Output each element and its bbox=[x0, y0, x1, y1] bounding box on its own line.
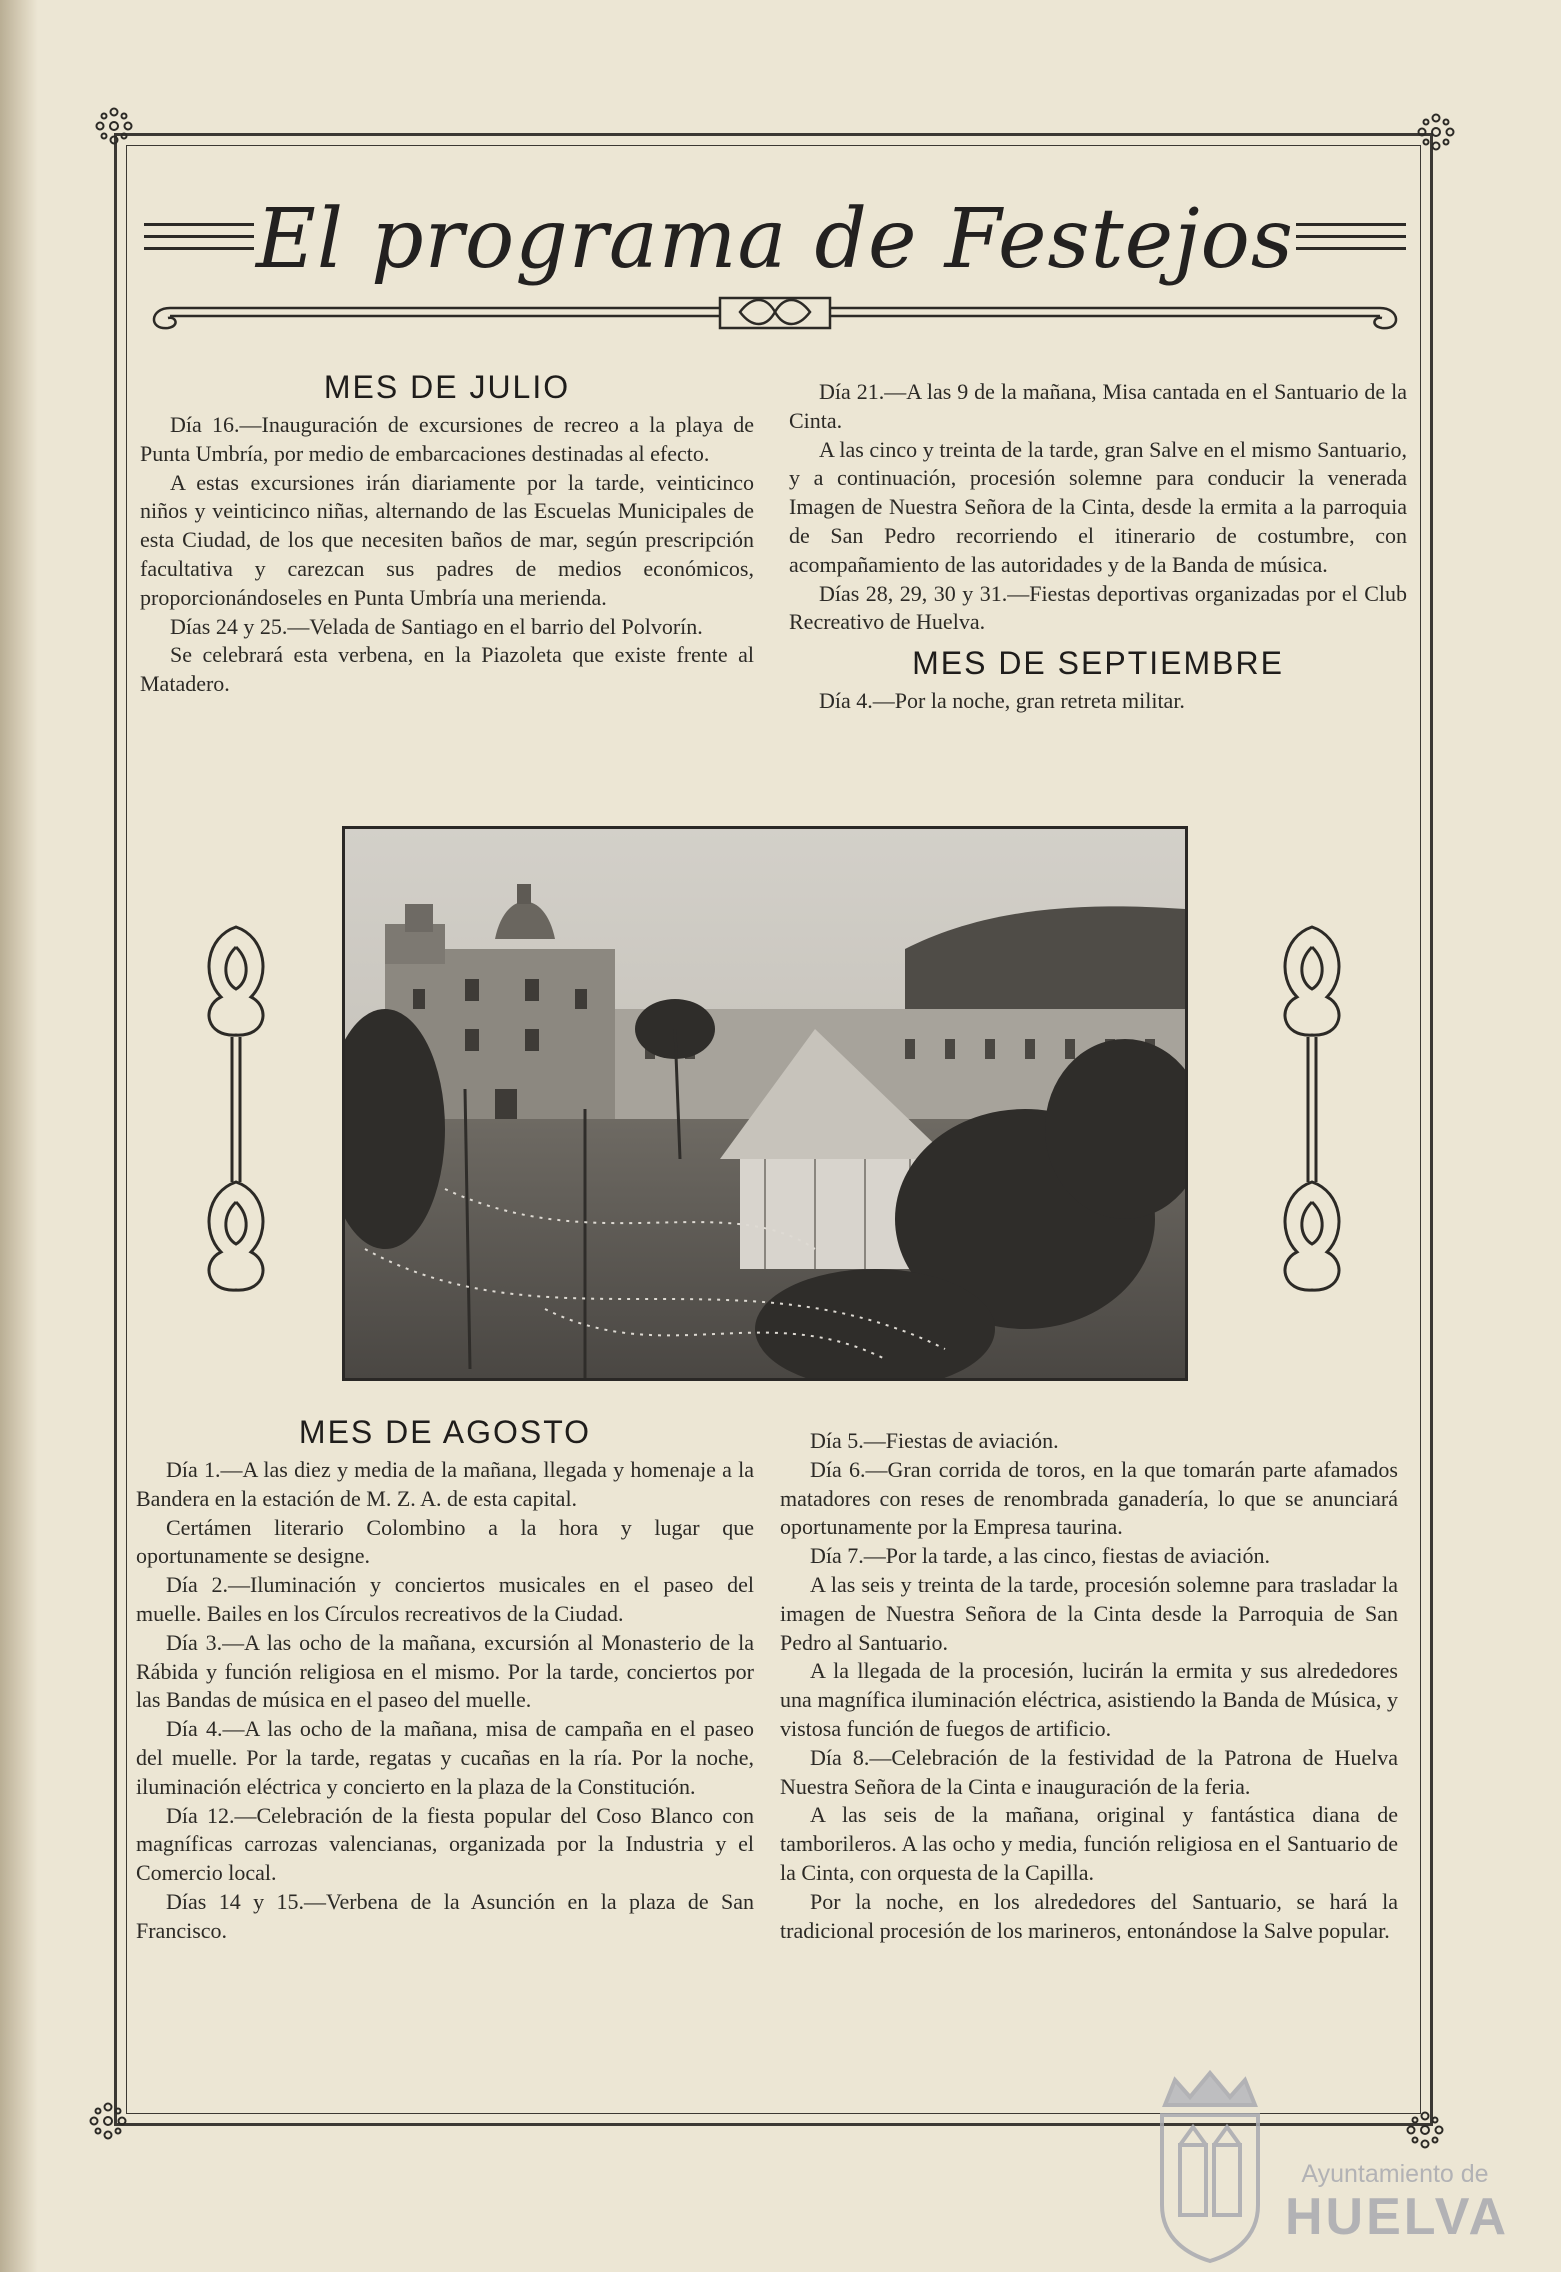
watermark-line-2: HUELVA bbox=[1285, 2188, 1510, 2246]
paragraph: Días 28, 29, 30 y 31.—Fiestas deportivas organizadas por el Club Recreativo de Huelva. bbox=[789, 580, 1407, 635]
corner-ornament-icon bbox=[85, 2098, 131, 2144]
section-heading-agosto: MES DE AGOSTO bbox=[298, 1414, 592, 1450]
paragraph: Día 1.—A las diez y media de la mañana, llegada y homenaje a la Bandera en la estación de M. Z. A. de esta capital. bbox=[136, 1457, 754, 1511]
title-rule-right bbox=[1296, 223, 1406, 253]
section-heading-septiembre: MES DE SEPTIEMBRE bbox=[912, 645, 1284, 682]
paragraph: A la llegada de la procesión, lucirán la ermita y sus alrededores una magnífica iluminación eléctrica, asistiendo la Banda de Música, y vistosa función de fuegos de artificio. bbox=[780, 1658, 1398, 1741]
paragraph: Día 21.—A las 9 de la mañana, Misa cantada en el Santuario de la Cinta. bbox=[789, 379, 1407, 433]
paragraph: Días 14 y 15.—Verbena de la Asunción en la plaza de San Francisco. bbox=[136, 1888, 754, 1943]
paragraph: Día 5.—Fiestas de aviación. bbox=[810, 1428, 1059, 1453]
plaza-photograph bbox=[342, 826, 1188, 1381]
acanthus-ornament-icon bbox=[186, 917, 286, 1302]
paragraph: A las cinco y treinta de la tarde, gran Salve en el mismo Santuario, y a continuación, procesión solemne para conducir la venerada Imagen de Nuestra Señora de la Cinta, desde la ermita a la parroquia de San Pedro recorriendo el itinerario de costumbre, con acompañamiento de las autoridades y de la Banda de música. bbox=[789, 436, 1407, 577]
paragraph: Día 3.—A las ocho de la mañana, excursión al Monasterio de la Rábida y función religiosa en el mismo. Por la tarde, conciertos por las Bandas de música en el paseo del muelle. bbox=[136, 1629, 754, 1713]
title-block bbox=[140, 185, 1410, 300]
corner-ornament-icon bbox=[91, 103, 137, 149]
paragraph: Por la noche, en los alrededores del Santuario, se hará la tradicional procesión de los marineros, entonándose la Salve popular. bbox=[780, 1888, 1398, 1943]
paragraph: Día 4.—Por la noche, gran retreta militar. bbox=[819, 688, 1185, 714]
paragraph: A las seis y treinta de la tarde, procesión solemne para trasladar la imagen de Nuestra Señora de la Cinta desde la Parroquia de San Pedro al Santuario. bbox=[780, 1571, 1398, 1655]
paragraph: Día 2.—Iluminación y conciertos musicales en el paseo del muelle. Bailes en los Círculos recreativos de la Ciudad. bbox=[136, 1572, 754, 1626]
watermark-line-1: Ayuntamiento de bbox=[1301, 2160, 1489, 2188]
paragraph: Día 12.—Celebración de la fiesta popular del Coso Blanco con magníficas carrozas valencianas, organizada por la Industria y el Comercio local. bbox=[136, 1802, 754, 1886]
paragraph: Se celebrará esta verbena, en la Piazoleta que existe frente al Matadero. bbox=[140, 642, 754, 697]
corner-ornament-icon bbox=[1413, 109, 1459, 155]
agosto-column bbox=[136, 1412, 754, 1946]
paragraph: A estas excursiones irán diariamente por la tarde, veinticinco niños y veinticinco niñas, alternando de las Escuelas Municipales de esta Ciudad, de los que necesiten baños de mar, según prescripción facultativa y carezcan sus padres de medios económicos, proporcionándoseles en Punta Umbría una merienda. bbox=[140, 469, 754, 610]
flourish-icon bbox=[140, 290, 1410, 340]
paragraph: Día 8.—Celebración de la festividad de la Patrona de Huelva Nuestra Señora de la Cinta e inauguración de la feria. bbox=[780, 1744, 1398, 1799]
watermark bbox=[1130, 2065, 1510, 2265]
agosto-cont-column bbox=[780, 1427, 1398, 1945]
acanthus-ornament-icon bbox=[1262, 917, 1362, 1302]
paragraph: Día 4.—A las ocho de la mañana, misa de campaña en el paseo del muelle. Por la tarde, regatas y cucañas en la ría. Por la noche, iluminación eléctrica y concierto en la plaza de la Constitución. bbox=[136, 1716, 754, 1799]
paragraph: Certámen literario Colombino a la hora y lugar que oportunamente se designe. bbox=[136, 1514, 754, 1569]
page-edge bbox=[0, 0, 38, 2272]
section-heading-julio: MES DE JULIO bbox=[323, 369, 571, 405]
paragraph: Día 6.—Gran corrida de toros, en la que tomarán parte afamados matadores con reses de renombrada ganadería, lo que se anunciará oportunamente por la Empresa taurina. bbox=[780, 1456, 1398, 1540]
page-title: El programa de Festejos bbox=[256, 192, 1294, 287]
julio-column bbox=[140, 367, 754, 699]
coat-of-arms-icon bbox=[1150, 2065, 1270, 2265]
paragraph: Día 16.—Inauguración de excursiones de recreo a la playa de Punta Umbría, por medio de embarcaciones destinadas al efecto. bbox=[140, 412, 754, 466]
paragraph: Día 7.—Por la tarde, a las cinco, fiestas de aviación. bbox=[810, 1543, 1271, 1569]
paragraph: A las seis de la mañana, original y fantástica diana de tamborileros. A las ocho y media, función religiosa en el Santuario de la Cinta, con orquesta de la Capilla. bbox=[780, 1802, 1398, 1885]
paragraph: Días 24 y 25.—Velada de Santiago en el barrio del Polvorín. bbox=[170, 613, 703, 639]
julio-septiembre-column bbox=[789, 378, 1407, 716]
